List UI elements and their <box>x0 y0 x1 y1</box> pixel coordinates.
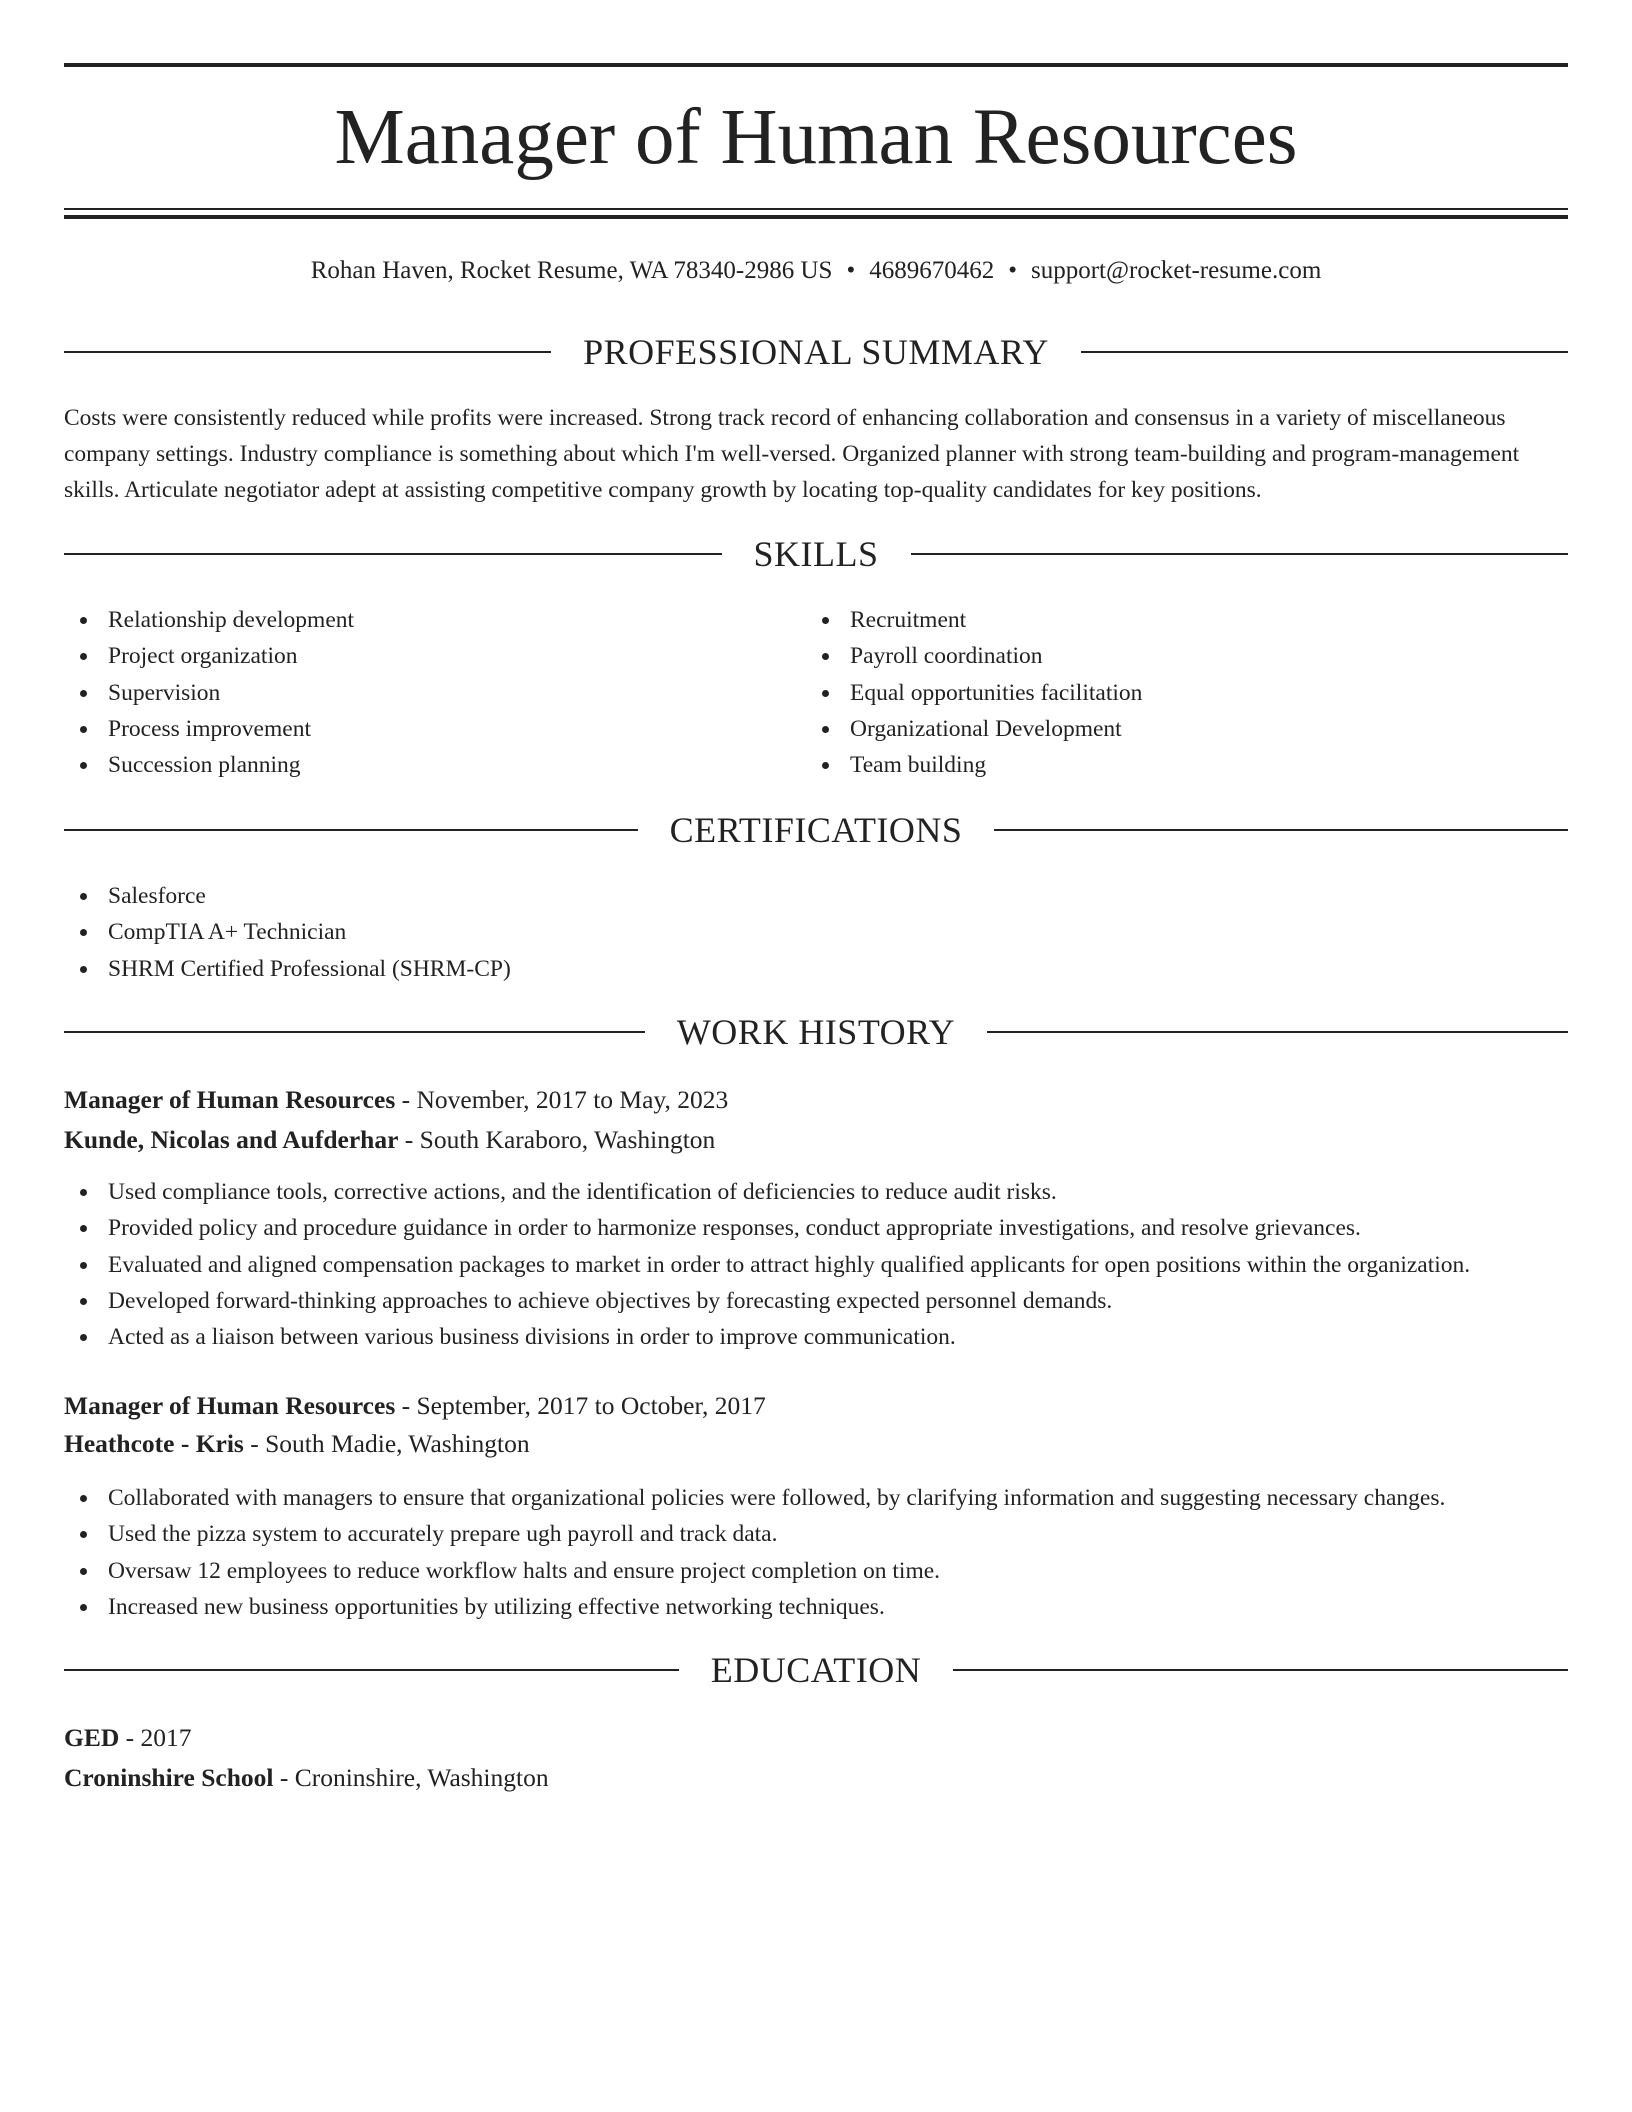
divider <box>994 829 1568 831</box>
job-bullets <box>64 1480 1592 1625</box>
divider <box>64 1669 679 1671</box>
divider <box>64 351 551 353</box>
section-title: SKILLS <box>753 534 879 574</box>
section-title: CERTIFICATIONS <box>669 810 963 850</box>
divider <box>987 1031 1568 1033</box>
certification-item: Salesforce <box>64 878 964 914</box>
job-dates: - November, 2017 to May, 2023 <box>395 1085 729 1114</box>
job-title: Manager of Human Resources <box>64 1085 396 1114</box>
skills-list-left <box>64 602 764 783</box>
skill-item: Project organization <box>64 638 764 674</box>
education-degree: GED <box>64 1723 120 1752</box>
job-company-line <box>64 1122 1568 1158</box>
job-bullet: Acted as a liaison between various business divisions in order to improve communication. <box>64 1319 1592 1355</box>
summary-text: Costs were consistently reduced while profits were increased. Strong track record of enhancing collaboration and consensus in a variety of miscellaneous company settings. Industry compliance is something about which I'm well-versed. Organized planner with strong team-building and program-management skills. Articulate negotiator adept at assisting competitive company growth by locating top-quality candidates for key positions. <box>64 405 1520 503</box>
divider <box>64 553 722 555</box>
skill-item: Recruitment <box>806 602 1506 638</box>
job-bullet: Used the pizza system to accurately prepare ugh payroll and track data. <box>64 1516 1592 1552</box>
divider <box>911 553 1569 555</box>
section-header-certifications <box>64 808 1568 852</box>
skill-item: Supervision <box>64 675 764 711</box>
skill-item: Team building <box>806 747 1506 783</box>
contact-email: support@rocket-resume.com <box>1030 257 1322 284</box>
job-bullets <box>64 1174 1592 1355</box>
job-bullet: Provided policy and procedure guidance in order to harmonize responses, conduct appropriate investigations, and resolve grievances. <box>64 1210 1592 1246</box>
divider <box>64 829 638 831</box>
job-bullet: Used compliance tools, corrective actions, and the identification of deficiencies to reduce audit risks. <box>64 1174 1592 1210</box>
title-rule-thick <box>64 215 1568 219</box>
section-header-skills <box>64 532 1568 576</box>
job-bullet: Oversaw 12 employees to reduce workflow halts and ensure project completion on time. <box>64 1553 1592 1589</box>
contact-address: Rohan Haven, Rocket Resume, WA 78340-2986 US <box>310 257 833 284</box>
job-company: Kunde, Nicolas and Aufderhar <box>64 1125 399 1154</box>
skill-item: Relationship development <box>64 602 764 638</box>
resume-title: Manager of Human Resources <box>334 94 1298 181</box>
education-year: - 2017 <box>119 1723 192 1752</box>
certification-item: SHRM Certified Professional (SHRM-CP) <box>64 951 964 987</box>
divider <box>953 1669 1568 1671</box>
job-bullet: Collaborated with managers to ensure that organizational policies were followed, by clarifying information and suggesting necessary changes. <box>64 1480 1592 1516</box>
job-dates: - September, 2017 to October, 2017 <box>395 1391 766 1420</box>
divider <box>64 1031 645 1033</box>
skill-item: Payroll coordination <box>806 638 1506 674</box>
job-title-line <box>64 1388 1568 1424</box>
job-location: - South Karaboro, Washington <box>398 1125 716 1154</box>
contact-phone: 4689670462 <box>869 257 995 284</box>
section-header-education <box>64 1648 1568 1692</box>
contact-separator: • <box>846 257 856 284</box>
skill-item: Succession planning <box>64 747 764 783</box>
title-rule-thin <box>64 208 1568 210</box>
skill-item: Process improvement <box>64 711 764 747</box>
skill-item: Equal opportunities facilitation <box>806 675 1506 711</box>
section-title: PROFESSIONAL SUMMARY <box>583 332 1049 372</box>
divider <box>1081 351 1568 353</box>
skill-item: Organizational Development <box>806 711 1506 747</box>
education-school: Croninshire School <box>64 1763 274 1792</box>
job-company: Heathcote - Kris <box>64 1429 244 1458</box>
certifications-list <box>64 878 964 987</box>
section-title: EDUCATION <box>710 1650 922 1690</box>
job-bullet: Increased new business opportunities by utilizing effective networking techniques. <box>64 1589 1592 1625</box>
job-company-line <box>64 1426 1568 1462</box>
certification-item: CompTIA A+ Technician <box>64 914 964 950</box>
contact-line <box>64 254 1568 288</box>
section-header-summary <box>64 330 1568 374</box>
job-title: Manager of Human Resources <box>64 1391 396 1420</box>
education-location: - Croninshire, Washington <box>273 1763 549 1792</box>
education-degree-line <box>64 1720 1568 1756</box>
job-bullet: Evaluated and aligned compensation packages to market in order to attract highly qualified applicants for open positions within the organization. <box>64 1247 1592 1283</box>
education-school-line <box>64 1760 1568 1796</box>
skills-list-right <box>806 602 1506 783</box>
contact-separator: • <box>1008 257 1017 284</box>
job-location: - South Madie, Washington <box>243 1429 530 1458</box>
section-header-work-history <box>64 1010 1568 1054</box>
top-rule <box>64 63 1568 67</box>
section-title: WORK HISTORY <box>676 1012 956 1052</box>
job-title-line <box>64 1082 1568 1118</box>
job-bullet: Developed forward-thinking approaches to achieve objectives by forecasting expected personnel demands. <box>64 1283 1592 1319</box>
